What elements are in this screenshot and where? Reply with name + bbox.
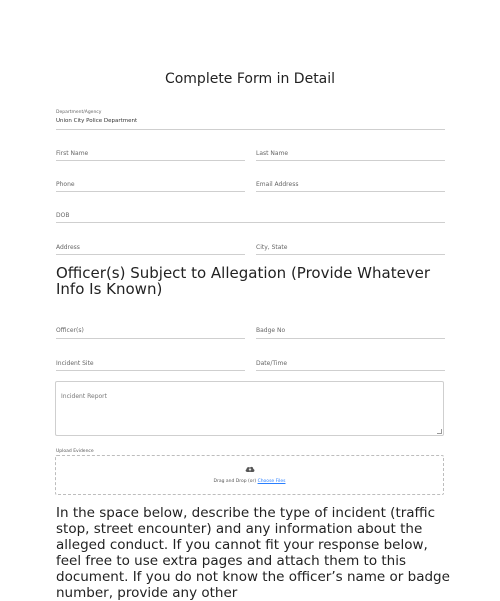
officers-label: Officer(s) xyxy=(56,327,84,334)
email-field[interactable] xyxy=(256,181,445,192)
city-state-label: City, State xyxy=(256,244,288,251)
form-title: Complete Form in Detail xyxy=(164,71,336,87)
address-field[interactable] xyxy=(56,244,245,255)
cloud-upload-icon xyxy=(245,465,255,473)
resize-grip-icon[interactable] xyxy=(437,429,442,434)
incident-report-label: Incident Report xyxy=(61,393,107,400)
department-value: Union City Police Department xyxy=(56,118,138,124)
phone-field[interactable] xyxy=(56,181,245,192)
dob-label: DOB xyxy=(56,212,70,219)
email-label: Email Address xyxy=(256,181,299,188)
incident-site-field[interactable] xyxy=(56,360,245,371)
upload-drop-text: Drag and Drop (or) xyxy=(213,479,258,484)
last-name-label: Last Name xyxy=(256,150,289,157)
last-name-field[interactable] xyxy=(256,150,445,161)
department-field[interactable] xyxy=(56,110,445,130)
incident-report-textarea[interactable] xyxy=(55,381,444,436)
incident-site-label: Incident Site xyxy=(56,360,94,367)
dob-field[interactable] xyxy=(56,212,445,223)
instructions-text: In the space below, describe the type of incident (traffic stop, street encounter) and any information about the alleged conduct. If you cannot fit your response below, feel free to use extra pages and attach them to this document. If you do not know the officer’s name or badge number, provide any other xyxy=(56,505,450,601)
department-label: Department/Agency xyxy=(56,110,102,115)
choose-files-link[interactable]: Choose Files xyxy=(257,479,286,484)
upload-dropzone[interactable] xyxy=(55,455,444,495)
badge-no-field[interactable] xyxy=(256,327,445,339)
address-label: Address xyxy=(56,244,80,251)
first-name-label: First Name xyxy=(56,150,89,157)
allegation-heading: Officer(s) Subject to Allegation (Provide Whatever Info Is Known) xyxy=(56,264,431,298)
officers-field[interactable] xyxy=(56,327,245,339)
badge-no-label: Badge No xyxy=(256,327,286,334)
upload-text xyxy=(56,479,443,484)
date-time-field[interactable] xyxy=(256,360,445,371)
city-state-field[interactable] xyxy=(256,244,445,255)
date-time-label: Date/Time xyxy=(256,360,288,367)
upload-label: Upload Evidence xyxy=(56,449,94,454)
phone-label: Phone xyxy=(56,181,75,188)
first-name-field[interactable] xyxy=(56,150,245,161)
